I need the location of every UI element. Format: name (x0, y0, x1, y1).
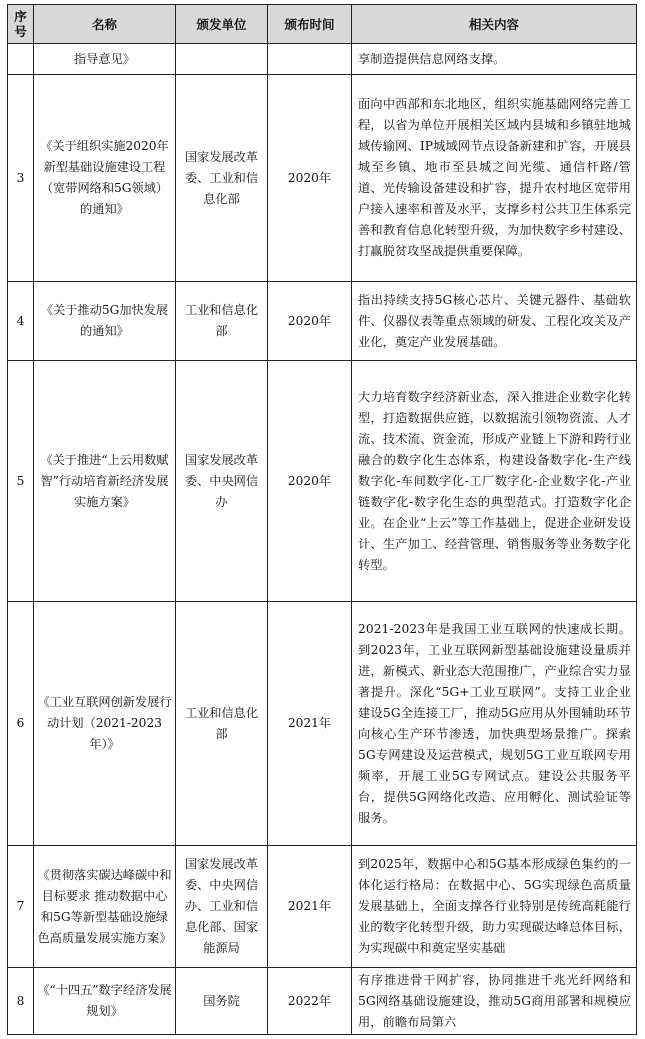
table-row (8, 846, 637, 968)
cell-seq: 7 (8, 846, 34, 968)
cell-content: 面向中西部和东北地区，组织实施基础网络完善工程，以省为单位开展相关区域内县城和乡镇驻地城域传输网、IP城域网节点设备新建和扩容，开展县城至乡镇、地市至县城之间光缆、通信杆路/管道、光传输设备建设和扩容，提升农村地区宽带用户接入速率和普及水平，支撑乡村公共卫生体系完善和教育信息化转型升级，为加快数字乡村建设、打赢脱贫攻坚战提供重要保障。 (352, 75, 637, 282)
cell-date: 2020年 (268, 75, 352, 282)
cell-content: 指出持续支持5G核心芯片、关键元器件、基础软件、仪器仪表等重点领域的研发、工程化攻关及产业化，奠定产业发展基础。 (352, 282, 637, 361)
cell-name: 指导意见》 (34, 44, 176, 75)
cell-name: 《“十四五”数字经济发展规划》 (34, 968, 176, 1035)
header-issuer: 颁发单位 (176, 5, 268, 44)
cell-content: 有序推进骨干网扩容，协同推进千兆光纤网络和5G网络基础设施建设，推动5G商用部署和规模应用，前瞻布局第六 (352, 968, 637, 1035)
cell-content: 2021-2023年是我国工业互联网的快速成长期。到2023年，工业互联网新型基础设施建设量质并进，新模式、新业态大范围推广，产业综合实力显著提升。深化“5G+工业互联网”。支持工业企业建设5G全连接工厂，推动5G应用从外围辅助环节向核心生产环节渗透，加快典型场景推广。探索5G专网建设及运营模式，规划5G工业互联网专用频率，开展工业5G专网试点。建设公共服务平台，提供5G网络化改造、应用孵化、测试验证等服务。 (352, 602, 637, 846)
cell-issuer: 工业和信息化部 (176, 282, 268, 361)
cell-date: 2022年 (268, 968, 352, 1035)
cell-date: 2020年 (268, 361, 352, 602)
cell-issuer: 国家发展改革委、中央网信办、工业和信息化部、国家能源局 (176, 846, 268, 968)
cell-name: 《关于组织实施2020年新型基础设施建设工程（宽带网络和5G领域）的通知》 (34, 75, 176, 282)
cell-name: 《贯彻落实碳达峰碳中和目标要求 推动数据中心和5G等新型基础设施绿色高质量发展实施方案》 (34, 846, 176, 968)
table-header-row (8, 5, 637, 44)
cell-date: 2021年 (268, 602, 352, 846)
header-name: 名称 (34, 5, 176, 44)
cell-name: 《关于推进“上云用数赋智”行动培育新经济发展实施方案》 (34, 361, 176, 602)
cell-issuer: 工业和信息化部 (176, 602, 268, 846)
table-row (8, 44, 637, 75)
cell-seq: 4 (8, 282, 34, 361)
cell-content: 到2025年，数据中心和5G基本形成绿色集约的一体化运行格局：在数据中心、5G实现绿色高质量发展基础上，全面支撑各行业特别是传统高耗能行业的数字化转型升级，助力实现碳达峰总体目标，为实现碳中和奠定坚实基础 (352, 846, 637, 968)
header-date: 颁布时间 (268, 5, 352, 44)
cell-seq: 5 (8, 361, 34, 602)
table-row (8, 75, 637, 282)
cell-seq (8, 44, 34, 75)
cell-issuer: 国务院 (176, 968, 268, 1035)
cell-date: 2020年 (268, 282, 352, 361)
cell-name: 《关于推动5G加快发展的通知》 (34, 282, 176, 361)
header-seq: 序号 (8, 5, 34, 44)
cell-seq: 3 (8, 75, 34, 282)
cell-seq: 8 (8, 968, 34, 1035)
policy-table (7, 4, 637, 1035)
cell-content: 大力培育数字经济新业态，深入推进企业数字化转型，打造数据供应链，以数据流引领物资流、人才流、技术流、资金流，形成产业链上下游和跨行业融合的数字化生态体系，构建设备数字化-生产线数字化-车间数字化-工厂数字化-企业数字化-产业链数字化-数字化生态的典型范式。打造数字化企业。在企业“上云”等工作基础上，促进企业研发设计、生产加工、经营管理、销售服务等业务数字化转型。 (352, 361, 637, 602)
table-row (8, 602, 637, 846)
table-row (8, 282, 637, 361)
cell-date: 2021年 (268, 846, 352, 968)
cell-content: 享制造提供信息网络支撑。 (352, 44, 637, 75)
cell-issuer: 国家发展改革委、中央网信办 (176, 361, 268, 602)
cell-issuer: 国家发展改革委、工业和信息化部 (176, 75, 268, 282)
cell-name: 《工业互联网创新发展行动计划（2021-2023年）》 (34, 602, 176, 846)
cell-issuer (176, 44, 268, 75)
cell-date (268, 44, 352, 75)
policy-table-container (7, 4, 637, 1035)
cell-seq: 6 (8, 602, 34, 846)
table-row (8, 361, 637, 602)
table-row (8, 968, 637, 1035)
header-content: 相关内容 (352, 5, 637, 44)
